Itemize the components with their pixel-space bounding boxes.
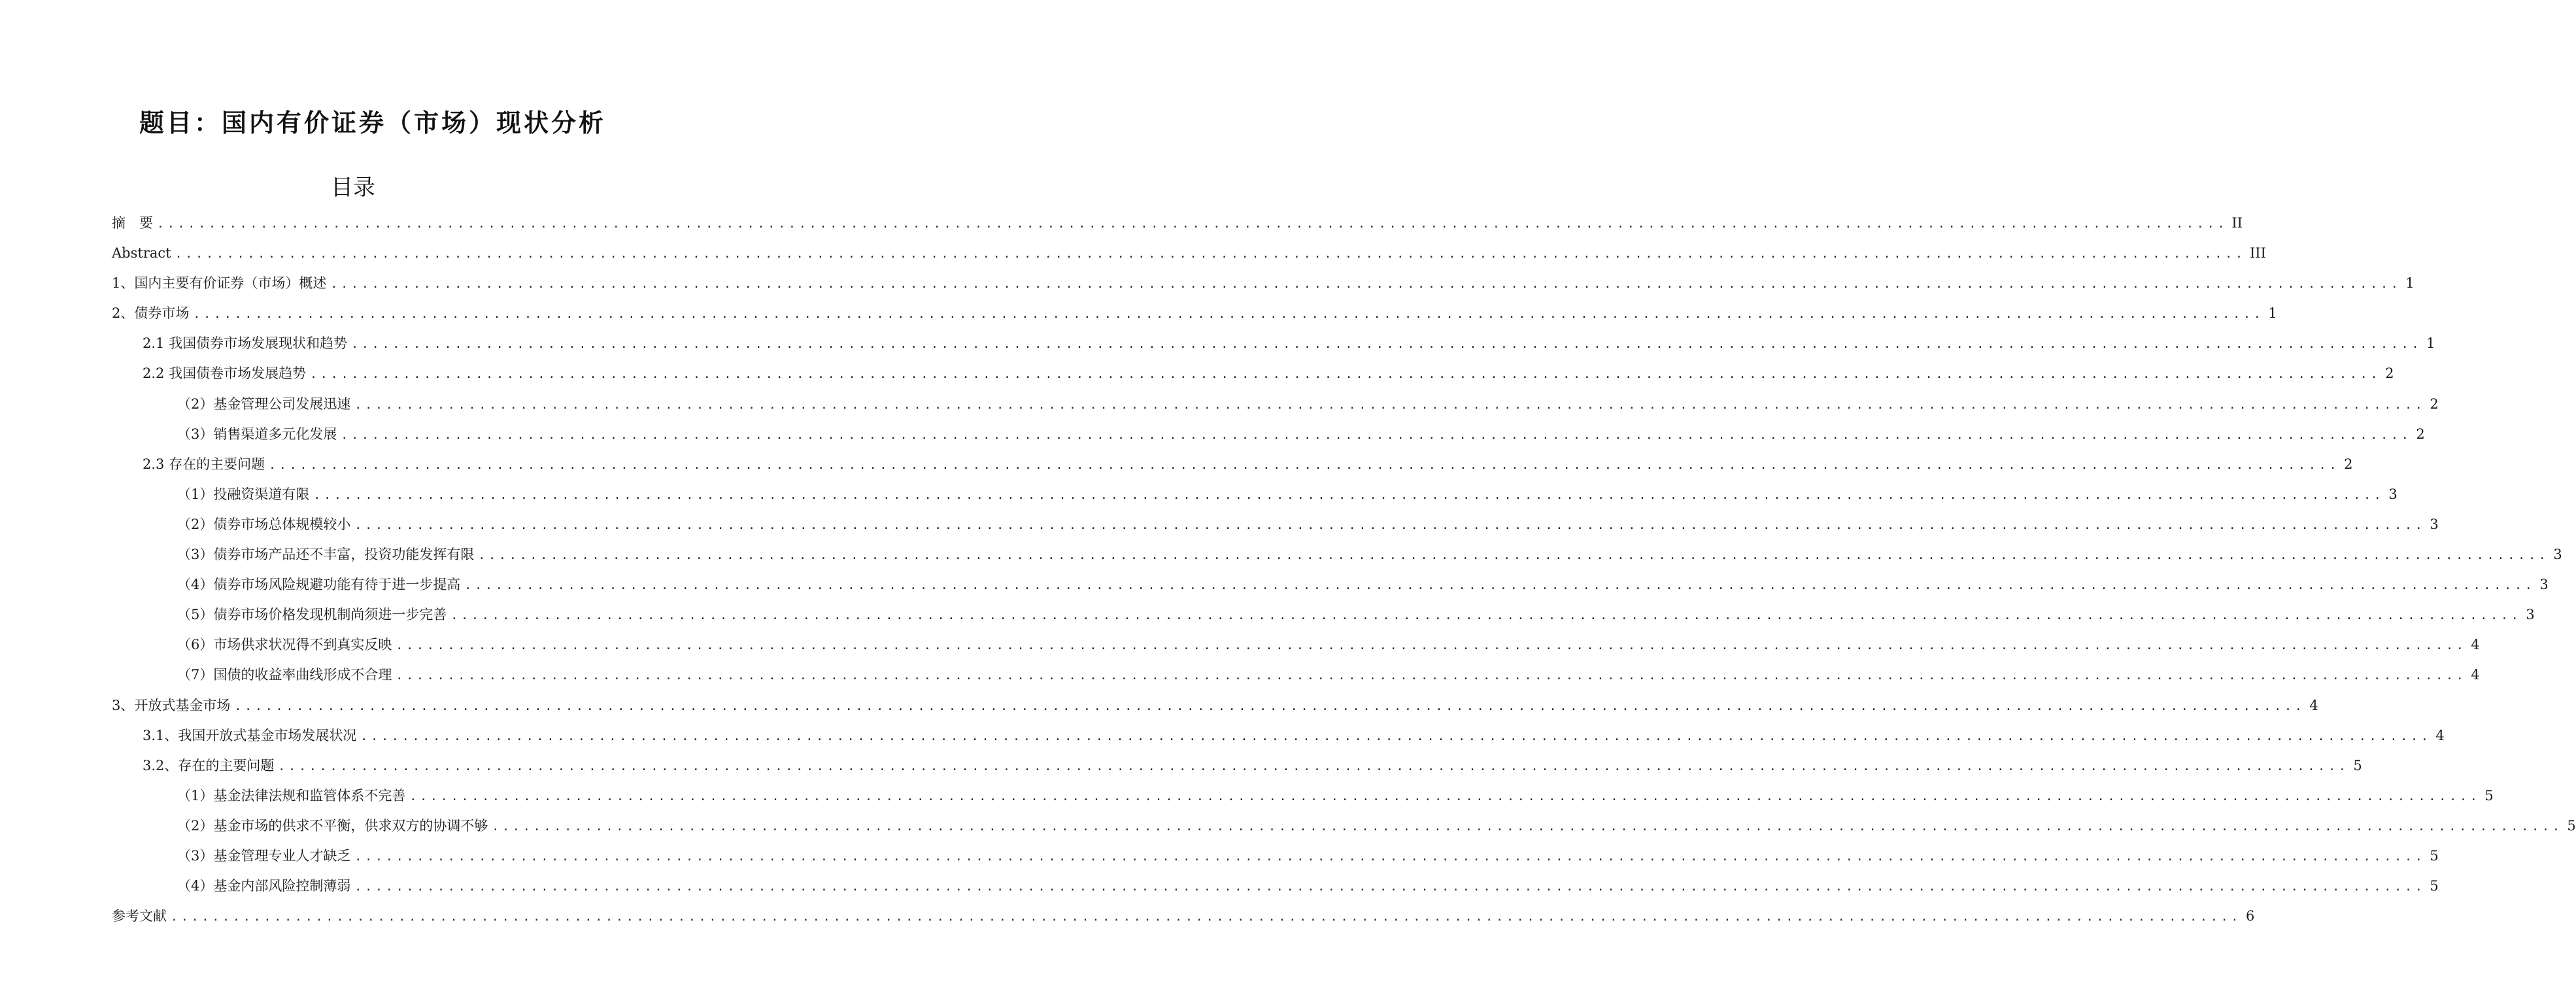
toc-entry-text: 3、开放式基金市场 xyxy=(112,697,231,713)
toc-entry-text: （3）基金管理专业人才缺乏 xyxy=(177,847,351,864)
toc-dot-leader: ........................................................................................................................................................................................................ xyxy=(354,398,2426,412)
toc-dot-leader: ........................................................................................................................................................................................................ xyxy=(450,609,2522,623)
toc-entry[interactable] xyxy=(112,298,2277,328)
toc-dot-leader: ........................................................................................................................................................................................................ xyxy=(354,880,2426,894)
toc-page-number: 2 xyxy=(2344,456,2353,472)
toc-entry[interactable] xyxy=(112,781,2494,811)
toc-entry[interactable] xyxy=(112,569,2549,600)
toc-entry[interactable] xyxy=(112,630,2480,660)
toc-dot-leader: ........................................................................................................................................................................................................ xyxy=(409,789,2481,804)
toc-dot-leader: ........................................................................................................................................................................................................ xyxy=(313,488,2384,502)
toc-page-number: 4 xyxy=(2471,637,2480,653)
toc-entry-text: 3.2、存在的主要问题 xyxy=(143,757,275,773)
toc-entry[interactable] xyxy=(112,419,2425,449)
toc-entry[interactable] xyxy=(112,901,2255,931)
toc-page-number: 3 xyxy=(2430,516,2439,532)
toc-dot-leader: ........................................................................................................................................................................................................ xyxy=(354,849,2426,864)
toc-entry[interactable] xyxy=(112,751,2362,781)
toc-page-number: 1 xyxy=(2268,305,2277,322)
toc-page-number: 5 xyxy=(2430,847,2439,864)
toc-page-number: 1 xyxy=(2426,335,2435,352)
toc-entry[interactable] xyxy=(112,720,2445,751)
toc-entry-text: 2.3 存在的主要问题 xyxy=(143,456,265,472)
toc-dot-leader: ........................................................................................................................................................................................................ xyxy=(330,277,2401,292)
toc-dot-leader: ........................................................................................................................................................................................................ xyxy=(351,337,2422,352)
toc-page-number: 4 xyxy=(2435,727,2445,743)
toc-page-number: 5 xyxy=(2484,787,2494,804)
toc-entry-text: 2、债券市场 xyxy=(112,305,190,322)
toc-dot-leader: ........................................................................................................................................................................................................ xyxy=(360,729,2432,743)
toc-dot-leader: ........................................................................................................................................................................................................ xyxy=(193,307,2264,322)
toc-entry-text: （4）基金内部风险控制薄弱 xyxy=(177,878,351,894)
toc-entry[interactable] xyxy=(112,449,2353,479)
toc-page-number: 5 xyxy=(2353,757,2362,773)
toc-dot-leader: ........................................................................................................................................................................................................ xyxy=(234,699,2305,713)
toc-page-number: 3 xyxy=(2553,547,2562,563)
toc-entry-text: 1、国内主要有价证券（市场）概述 xyxy=(112,275,327,292)
toc-entry-text: Abstract xyxy=(112,245,171,262)
toc-page-number: III xyxy=(2249,245,2266,262)
toc-page-number: 1 xyxy=(2405,275,2415,292)
toc-entry[interactable] xyxy=(112,539,2562,569)
toc-dot-leader: ........................................................................................................................................................................................................ xyxy=(171,910,2242,924)
toc-entry[interactable] xyxy=(112,509,2439,539)
toc-entry-text: （5）债券市场价格发现机制尚须进一步完善 xyxy=(177,607,447,623)
toc-entry-text: （1）基金法律法规和监管体系不完善 xyxy=(177,787,406,804)
toc-entry-text: 3.1、我国开放式基金市场发展状况 xyxy=(143,727,357,743)
toc-dot-leader: ........................................................................................................................................................................................................ xyxy=(341,428,2412,442)
toc-entry-text: 参考文献 xyxy=(112,908,167,924)
toc-page-number: 3 xyxy=(2526,607,2535,623)
toc-dot-leader: ........................................................................................................................................................................................................ xyxy=(157,217,2228,231)
toc-dot-leader: ........................................................................................................................................................................................................ xyxy=(175,247,2246,262)
table-of-contents xyxy=(112,208,2576,931)
toc-heading: 目录 xyxy=(331,175,375,201)
toc-entry-text: （7）国债的收益率曲线形成不合理 xyxy=(177,667,392,683)
toc-dot-leader: ........................................................................................................................................................................................................ xyxy=(354,518,2426,532)
toc-entry[interactable] xyxy=(112,811,2576,841)
toc-page-number: 2 xyxy=(2385,365,2394,382)
toc-entry-text: （3）债券市场产品还不丰富，投资功能发挥有限 xyxy=(177,547,475,563)
toc-entry[interactable] xyxy=(112,600,2535,630)
toc-entry-text: 2.2 我国债卷市场发展趋势 xyxy=(143,365,307,382)
toc-dot-leader: ........................................................................................................................................................................................................ xyxy=(310,367,2381,382)
toc-page-number: II xyxy=(2231,215,2243,231)
toc-entry-text: （1）投融资渠道有限 xyxy=(177,486,310,502)
toc-page-number: 4 xyxy=(2309,697,2318,713)
toc-page-number: 5 xyxy=(2430,878,2439,894)
toc-page-number: 3 xyxy=(2388,486,2398,502)
toc-dot-leader: ........................................................................................................................................................................................................ xyxy=(396,639,2467,653)
toc-page-number: 2 xyxy=(2416,426,2425,442)
toc-entry-text: 摘 要 xyxy=(112,215,153,231)
toc-entry[interactable] xyxy=(112,238,2266,268)
document-title: 题目：国内有价证券（市场）现状分析 xyxy=(139,109,606,137)
toc-dot-leader: ........................................................................................................................................................................................................ xyxy=(464,579,2535,593)
toc-entry[interactable] xyxy=(112,268,2415,298)
toc-entry[interactable] xyxy=(112,690,2318,720)
toc-entry[interactable] xyxy=(112,479,2398,509)
toc-entry[interactable] xyxy=(112,389,2439,419)
toc-entry-text: （2）债券市场总体规模较小 xyxy=(177,516,351,532)
toc-dot-leader: ........................................................................................................................................................................................................ xyxy=(478,549,2549,563)
toc-entry[interactable] xyxy=(112,841,2439,871)
toc-dot-leader: ........................................................................................................................................................................................................ xyxy=(492,819,2563,834)
toc-entry[interactable] xyxy=(112,871,2439,901)
toc-page-number: 3 xyxy=(2539,577,2549,593)
toc-page-number: 2 xyxy=(2430,396,2439,412)
toc-dot-leader: ........................................................................................................................................................................................................ xyxy=(396,669,2467,683)
toc-entry-text: （6）市场供求状况得不到真实反映 xyxy=(177,637,392,653)
toc-dot-leader: ........................................................................................................................................................................................................ xyxy=(269,458,2340,472)
toc-entry[interactable] xyxy=(112,660,2480,690)
toc-page-number: 5 xyxy=(2567,817,2576,834)
toc-entry[interactable] xyxy=(112,208,2243,238)
toc-entry[interactable] xyxy=(112,328,2435,358)
toc-entry[interactable] xyxy=(112,358,2394,388)
toc-dot-leader: ........................................................................................................................................................................................................ xyxy=(278,759,2349,773)
toc-entry-text: 2.1 我国债券市场发展现状和趋势 xyxy=(143,335,348,352)
toc-entry-text: （2）基金管理公司发展迅速 xyxy=(177,396,351,412)
toc-entry-text: （2）基金市场的供求不平衡，供求双方的协调不够 xyxy=(177,817,488,834)
toc-entry-text: （4）债券市场风险规避功能有待于进一步提高 xyxy=(177,577,461,593)
toc-entry-text: （3）销售渠道多元化发展 xyxy=(177,426,337,442)
toc-page-number: 6 xyxy=(2246,908,2255,924)
toc-page-number: 4 xyxy=(2471,667,2480,683)
